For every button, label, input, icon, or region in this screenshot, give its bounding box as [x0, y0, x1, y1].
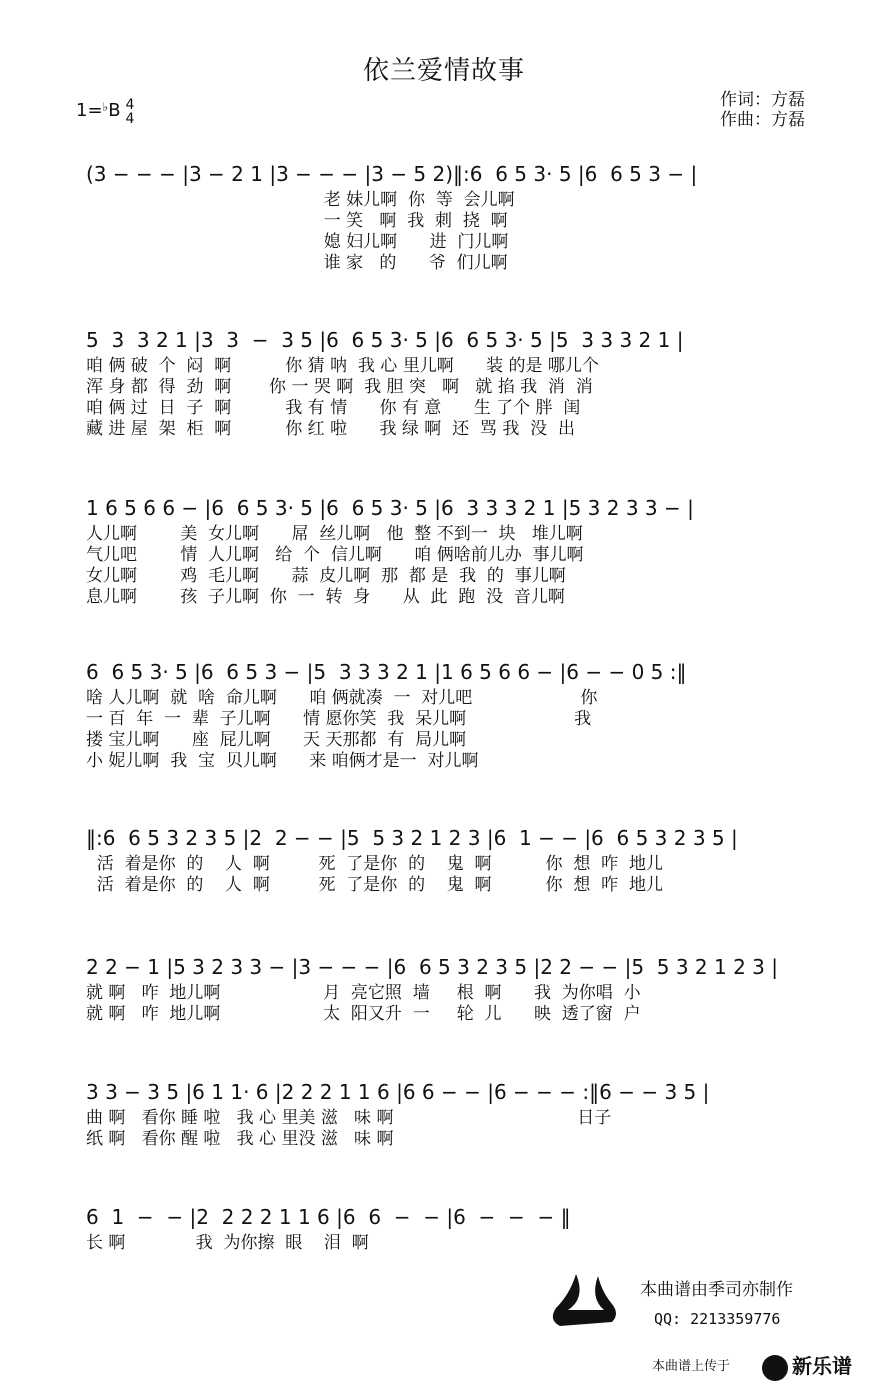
lyricist: 作词：方磊	[720, 90, 805, 110]
song-title: 依兰爱情故事	[362, 56, 525, 86]
lyric-row: 谁 家 的 爷 们儿啊	[86, 253, 508, 273]
lyric-row: 长 啊 我 为你擦 眼 泪 啊	[86, 1233, 369, 1253]
flat-sign: ♭	[102, 100, 109, 114]
upload-note: 本曲谱上传于	[652, 1359, 731, 1374]
lyric-row: 息儿啊 孩 子儿啊 你 一 转 身 从 此 跑 没 音儿啊	[86, 587, 565, 607]
lyric-row: 浑 身 都 得 劲 啊 你 一 哭 啊 我 胆 突 啊 就 掐 我 消 消	[86, 377, 593, 397]
site-logo	[762, 1350, 852, 1381]
lyric-row: 老 妹儿啊 你 等 会儿啊	[86, 190, 515, 210]
time-signature	[124, 98, 136, 126]
composer: 作曲：方磊	[720, 110, 805, 130]
qq-number: QQ: 2213359776	[654, 1310, 781, 1328]
lyric-row: 媳 妇儿啊 进 门儿啊	[86, 232, 509, 252]
key-signature	[76, 100, 121, 121]
notation-row: 3 3 − 3 5 |6 1 1· 6 |2 2 2 1 1 6 |6 6 − − |6 − − − :‖6 − − 3 5 |	[86, 1080, 710, 1104]
lyric-row: 藏 进 屋 架 柜 啊 你 红 啦 我 绿 啊 还 骂 我 没 出	[86, 419, 575, 439]
key-prefix: 1=	[76, 100, 103, 121]
lyric-row: 女儿啊 鸡 毛儿啊 蒜 皮儿啊 那 都 是 我 的 事儿啊	[86, 566, 566, 586]
maker-credit: 本曲谱由季司亦制作	[640, 1280, 793, 1300]
notation-row: (3 − − − |3 − 2 1 |3 − − − |3 − 5 2)‖:6 6 5 3· 5 |6 6 5 3 − |	[86, 162, 698, 186]
stamp-logo	[546, 1270, 626, 1332]
lyric-row: 气儿吧 情 人儿啊 给 个 信儿啊 咱 俩啥前儿办 事儿啊	[86, 545, 584, 565]
lyric-row: 一 百 年 一 辈 子儿啊 情 愿你笑 我 呆儿啊 我	[86, 709, 592, 729]
time-beats: 4	[125, 97, 135, 113]
lyric-row: 咱 俩 过 日 子 啊 我 有 情 你 有 意 生 了个 胖 闺	[86, 398, 581, 418]
notation-row: 6 6 5 3· 5 |6 6 5 3 − |5 3 3 3 2 1 |1 6 5 6 6 − |6 − − 0 5 :‖	[86, 660, 687, 684]
lyric-row: 小 妮儿啊 我 宝 贝儿啊 来 咱俩才是一 对儿啊	[86, 751, 479, 771]
lyric-row: 咱 俩 破 个 闷 啊 你 猜 呐 我 心 里儿啊 装 的是 哪儿个	[86, 356, 599, 376]
notation-row: ‖:6 6 5 3 2 3 5 |2 2 − − |5 5 3 2 1 2 3 |6 1 − − |6 6 5 3 2 3 5 |	[86, 826, 738, 850]
lyric-row: 活 着是你 的 人 啊 死 了是你 的 鬼 啊 你 想 咋 地儿	[86, 875, 663, 895]
site-name: 新乐谱	[792, 1354, 852, 1378]
lyric-row: 搂 宝儿啊 座 屁儿啊 天 天那都 有 局儿啊	[86, 730, 467, 750]
notation-row: 6 1 − − |2 2 2 2 1 1 6 |6 6 − − |6 − − − ‖	[86, 1205, 571, 1229]
time-unit: 4	[125, 111, 135, 127]
lyric-row: 啥 人儿啊 就 啥 命儿啊 咱 俩就凑 一 对儿吧 你	[86, 688, 598, 708]
lyric-row: 就 啊 咋 地儿啊 月 亮它照 墙 根 啊 我 为你唱 小	[86, 983, 641, 1003]
logo-icon	[762, 1355, 788, 1381]
lyric-row: 曲 啊 看你 睡 啦 我 心 里美 滋 味 啊 日子	[86, 1108, 612, 1128]
notation-row: 1 6 5 6 6 − |6 6 5 3· 5 |6 6 5 3· 5 |6 3 3 3 2 1 |5 3 2 3 3 − |	[86, 496, 694, 520]
notation-row: 2 2 − 1 |5 3 2 3 3 − |3 − − − |6 6 5 3 2 3 5 |2 2 − − |5 5 3 2 1 2 3 |	[86, 955, 779, 979]
lyric-row: 就 啊 咋 地儿啊 太 阳又升 一 轮 儿 映 透了窗 户	[86, 1004, 641, 1024]
key-note: B	[108, 100, 121, 121]
lyric-row: 人儿啊 美 女儿啊 屌 丝儿啊 他 整 不到一 块 堆儿啊	[86, 524, 583, 544]
lyric-row: 一 笑 啊 我 刺 挠 啊	[86, 211, 508, 231]
credits	[720, 90, 805, 130]
lyric-row: 纸 啊 看你 醒 啦 我 心 里没 滋 味 啊	[86, 1129, 394, 1149]
lyric-row: 活 着是你 的 人 啊 死 了是你 的 鬼 啊 你 想 咋 地儿	[86, 854, 663, 874]
notation-row: 5 3 3 2 1 |3 3 − 3 5 |6 6 5 3· 5 |6 6 5 3· 5 |5 3 3 3 2 1 |	[86, 328, 684, 352]
